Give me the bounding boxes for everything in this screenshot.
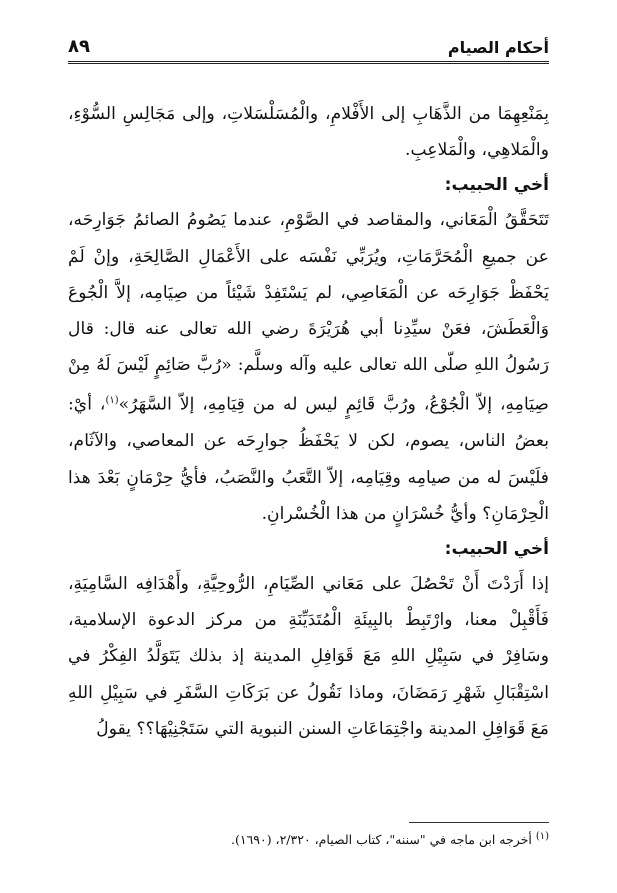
footnote-reference[interactable]: (١) — [105, 395, 119, 407]
footnote-marker: (١) — [535, 831, 549, 842]
section-heading-2: أخي الحبيب: — [444, 538, 549, 559]
page-header — [68, 30, 549, 64]
page-number: ٨٩ — [68, 36, 90, 57]
footnote-text: أخرجه ابن ماجه في "سننه"، كتاب الصيام، ٢/٣٢٠، (١٦٩٠). — [230, 832, 536, 848]
paragraph-1: بِمَنْعِهِمَا من الذَّهَابِ إلى الأَفْلامِ، والْمُسَلْسَلاتِ، وإلى مَجَالِسِ السُّوْءِ، والْمَلاهِي، والْمَلاعِبِ. — [68, 104, 549, 161]
running-title: أحكام الصيام — [447, 38, 549, 57]
section-heading-1: أخي الحبيب: — [444, 175, 549, 196]
paragraph-2 — [68, 202, 549, 532]
main-text — [68, 96, 549, 747]
paragraph-2-text: تَتَحَقَّقُ الْمَعَاني، والمقاصد في الصَّوْمِ، عندما يَصُومُ الصائمُ جَوَارِحَه، عن جميعِ الْمُحَرَّمَاتِ، ويُرَبِّي نَفْسَه على الأَعْمَالِ الصَّالِحَةِ، وإنْ لَمْ يَحْفَظْ جَوَارِحَه عن الْمَعَاصِي، لم يَسْتَفِدْ شَيْئاً من صِيَامِه، إلاَّ الْجُوعَ وَالْعَطَشَ، فعَنْ سيِّدِنا أبي هُرَيْرَةَ رضي الله تعالى عنه قال: قال رَسُولُ اللهِ صلّى الله تعالى عليه وآله وسلَّم: «رُبَّ صَائِمٍ لَيْسَ لَهُ مِنْ صِيَامِهِ، إلاّ الْجُوْعُ، ورُبَّ قَائِمٍ ليس له من قِيَامِهِ، إلاّ السَّهَرُ» — [68, 210, 549, 416]
paragraph-3: إذا أَرَدْتَ أَنْ تَحْصُلَ على مَعَاني الصِّيَامِ، الرُّوحِيَّةِ، وأَهْدَافِه السَّامِيَةِ، فَأَقْبِلْ معنا، وارْتَبِطْ بالبِيئَةِ الْمُتَدَيِّنَةِ من مركز الدعوة الإسلامية، وسَافِرْ في سَبِيْلِ اللهِ مَعَ قَوَافِلِ المدينة إذ بذلك يَتَوَلَّدُ الفِكْرُ في اسْتِقْبَالِ شَهْرِ رَمَضَانَ، وماذا نَقُولُ عن بَرَكَاتِ السَّفَرِ في سَبِيْلِ اللهِ مَعَ قَوَافِلِ المدينة واجْتِمَاعَاتِ السنن النبوية التي سَتَجْنِيْهَا؟؟ يقولُ — [68, 573, 549, 739]
paragraph-2-continuation: ، أيْ: بعضُ الناس، يصوم، لكن لا يَحْفَظُ جوارِحَه عن المعاصي، والآثَام، فلَيْسَ له من صيامِه وقِيَامِه، إلاّ التَّعَبُ والنَّصَبُ، فأيُّ حِرْمَانٍ بَعْدَ هذا الْحِرْمَانِ؟ وأيُّ خُسْرَانٍ من هذا الْخُسْرانِ. — [68, 395, 549, 524]
footnote-divider — [409, 822, 549, 823]
footnote — [68, 828, 549, 849]
